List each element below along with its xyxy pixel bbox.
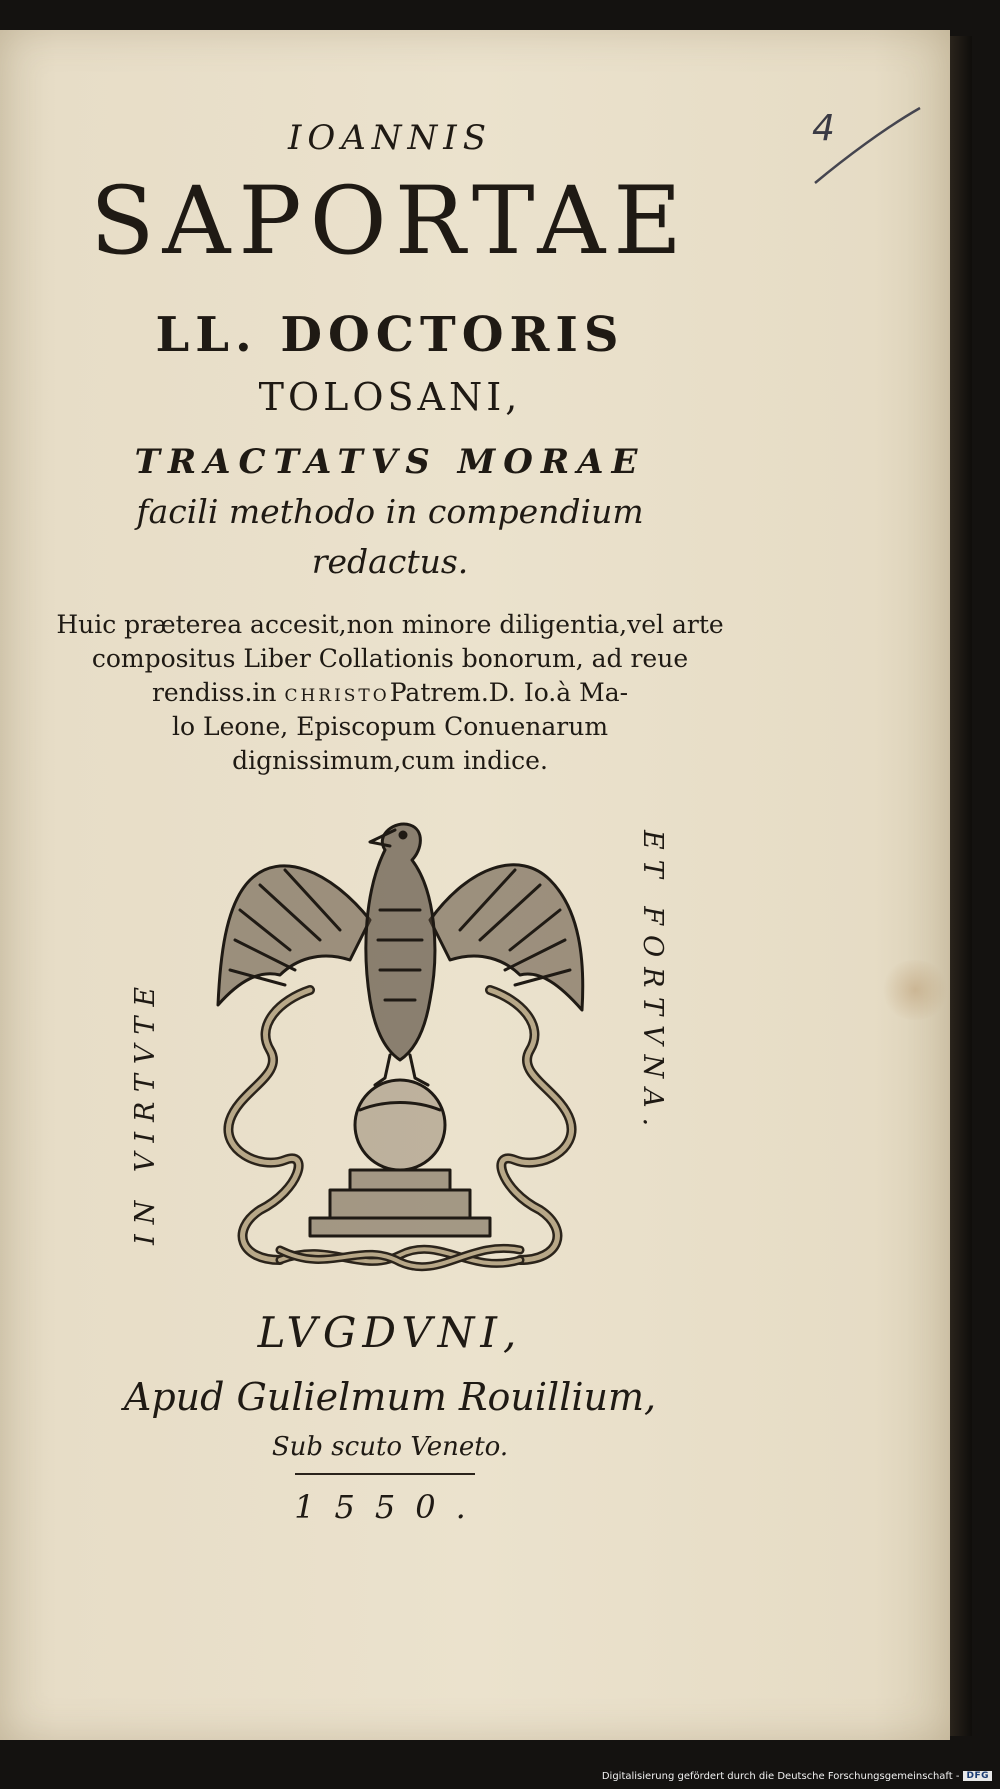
imprint-shop-sign: Sub scuto Veneto. xyxy=(271,1432,509,1462)
work-subtitle-line-2: redactus. xyxy=(311,542,469,581)
description-line-3 xyxy=(0,678,780,707)
title-page xyxy=(0,30,950,1740)
description-line-5: dignissimum,cum indice. xyxy=(232,746,548,775)
digitization-credit xyxy=(602,1767,992,1785)
work-title: TRACTATVS MORAE xyxy=(134,442,646,482)
work-subtitle-line-1: facili methodo in compendium xyxy=(136,492,644,531)
description-line-2: compositus Liber Collationis bonorum, ad reue xyxy=(91,644,689,673)
description-line-1: Huic præterea accesit,non minore diligentia,vel arte xyxy=(56,610,724,639)
author-degree: LL. DOCTORIS xyxy=(155,307,625,363)
imprint-printer: Apud Gulielmum Rouillium, xyxy=(123,1375,657,1419)
credit-text: Digitalisierung gefördert durch die Deutsche Forschungsgemeinschaft - xyxy=(601,1770,960,1782)
folio-number-annotation: 4 xyxy=(812,108,835,149)
imprint-year: 1550. xyxy=(294,1488,486,1526)
motto-left: IN VIRTVTE xyxy=(130,976,161,1245)
motto-right: ET FORTVNA. xyxy=(637,830,668,1137)
printers-device-eagle-icon xyxy=(200,810,600,1280)
description-line-3a: rendiss.in xyxy=(151,678,285,707)
imprint-rule xyxy=(295,1473,475,1475)
dfg-logo-icon: DFG xyxy=(963,1771,992,1781)
imprint-city: LVGDVNI, xyxy=(257,1308,523,1357)
christo-smallcaps: CHRISTO xyxy=(284,686,390,706)
description-line-3c: Patrem.D. Io.à Ma- xyxy=(389,678,629,707)
author-first-name: IOANNIS xyxy=(287,118,493,158)
description-line-4: lo Leone, Episcopum Conuenarum xyxy=(171,712,609,741)
author-surname: SAPORTAE xyxy=(90,167,690,276)
author-origin: TOLOSANI, xyxy=(258,375,522,419)
book-edge xyxy=(950,36,972,1736)
paper-stain xyxy=(880,960,950,1020)
